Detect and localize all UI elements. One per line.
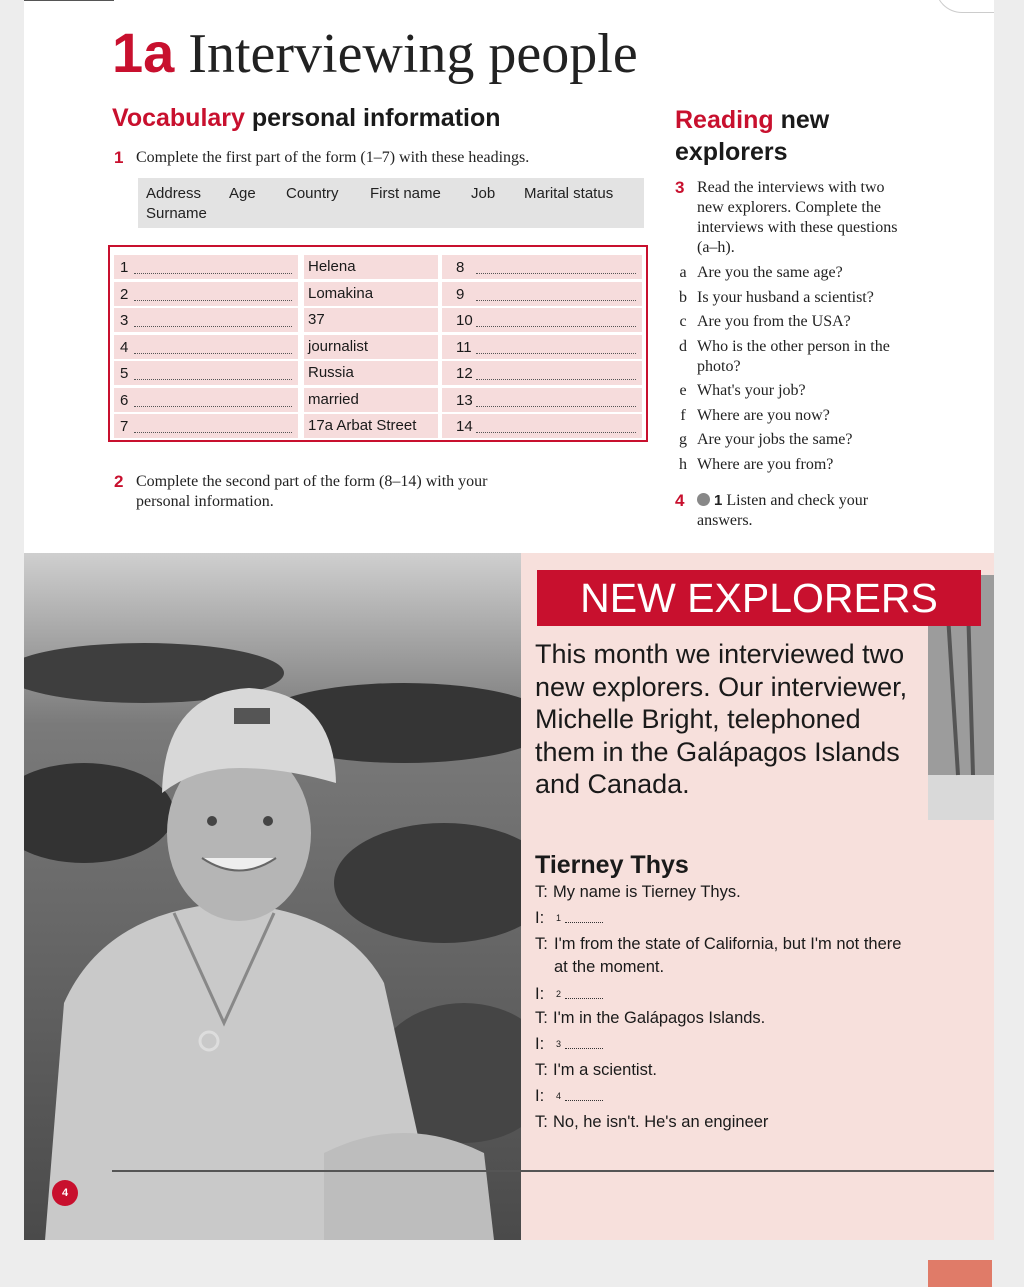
next-page-tab [928, 1260, 992, 1287]
dialogue-text: My name is Tierney Thys. [553, 883, 741, 901]
unit-number: 1a [112, 21, 175, 84]
question-text: Are you from the USA? [697, 313, 851, 330]
dialogue-line [535, 983, 905, 1006]
form-left-number: 5 [120, 365, 129, 382]
question-letter: f [680, 406, 686, 424]
dialogue-line [535, 881, 905, 904]
question-letter: b [679, 288, 687, 306]
form-left-number: 7 [120, 418, 129, 435]
exercise-4-text: Listen and check your answers. [697, 492, 869, 529]
form-row [110, 335, 646, 362]
form-row [110, 308, 646, 335]
question-letter: g [679, 431, 687, 448]
dialogue-line [535, 1085, 905, 1108]
form-value: 17a Arbat Street [304, 414, 438, 438]
form-answer-line[interactable] [134, 432, 292, 433]
form-row [110, 255, 646, 282]
explorer-name-heading: Tierney Thys [535, 851, 689, 879]
form-answer-line[interactable] [476, 406, 636, 407]
form-answer-line[interactable] [134, 406, 292, 407]
form-right-number: 13 [456, 391, 473, 409]
form-answer-line[interactable] [134, 273, 292, 274]
question-text: Who is the other person in the photo? [697, 337, 890, 375]
form-answer-line[interactable] [476, 432, 636, 433]
unit-title-text: Interviewing people [188, 23, 638, 85]
personal-information-form [108, 245, 648, 442]
vocabulary-heading-rest: personal information [251, 104, 501, 132]
headings-box [138, 178, 644, 228]
reading-heading [675, 104, 829, 168]
question-item [675, 381, 935, 401]
exercise-2 [114, 472, 504, 512]
article-banner: NEW EXPLORERS [537, 570, 981, 626]
question-list [675, 263, 935, 479]
speaker-label: I: [535, 1087, 545, 1105]
form-left-number: 3 [120, 312, 129, 329]
speaker-label: T: [535, 883, 548, 901]
speaker-label: T: [535, 1009, 548, 1027]
reading-heading-rest: new [780, 106, 830, 134]
exercise-1 [114, 148, 634, 168]
dialogue-text: I'm in the Galápagos Islands. [553, 1009, 766, 1027]
exercise-3-number: 3 [675, 178, 685, 197]
form-row [110, 414, 646, 441]
question-text: What's your job? [697, 382, 806, 399]
heading-word: Address [146, 185, 202, 202]
heading-word: First name [370, 185, 441, 202]
question-item [675, 288, 935, 308]
gap-number: 2 [556, 989, 562, 999]
question-item [675, 337, 935, 377]
form-answer-line[interactable] [476, 353, 636, 354]
question-letter: c [679, 313, 687, 330]
question-item [675, 406, 935, 426]
reading-heading-colored: Reading [675, 106, 774, 134]
form-value: married [304, 388, 438, 412]
dialogue-text: No, he isn't. He's an engineer [553, 1113, 769, 1131]
form-right-number: 9 [456, 285, 465, 303]
heading-word: Country [286, 185, 339, 202]
question-text: Is your husband a scientist? [697, 288, 874, 306]
dialogue-text: I'm from the state of California, but I'm not there at the moment. [554, 935, 902, 976]
exercise-2-text: Complete the second part of the form (8–14) with your personal information. [136, 473, 488, 510]
form-answer-line[interactable] [476, 273, 636, 274]
question-letter: h [679, 455, 687, 473]
form-value: Helena [304, 255, 438, 279]
speaker-label: I: [535, 909, 545, 927]
footer-rule [112, 1170, 994, 1172]
heading-word: Marital status [524, 185, 614, 202]
page-number: 4 [52, 1180, 78, 1206]
form-left-number: 4 [120, 338, 129, 356]
reading-heading-rest: explorers [675, 138, 788, 166]
form-left-number: 6 [120, 391, 129, 409]
speaker-label: I: [535, 1035, 545, 1053]
form-right-number: 12 [456, 365, 473, 382]
dialogue-text: I'm a scientist. [553, 1061, 658, 1079]
audio-icon[interactable] [697, 493, 710, 506]
form-answer-line[interactable] [134, 326, 292, 327]
exercise-4 [675, 491, 915, 531]
vocabulary-heading [112, 104, 501, 133]
answer-gap[interactable] [565, 998, 603, 999]
answer-gap[interactable] [565, 922, 603, 923]
form-row [110, 361, 646, 388]
form-value: 37 [304, 308, 438, 332]
dialogue-line [535, 1033, 905, 1056]
speaker-label: I: [535, 985, 545, 1003]
dialogue-line [535, 1111, 905, 1134]
form-right-number: 8 [456, 259, 465, 276]
exercise-2-number: 2 [114, 472, 124, 491]
answer-gap[interactable] [565, 1048, 603, 1049]
dialogue-line [535, 933, 905, 979]
question-text: Where are you now? [697, 406, 830, 424]
question-item [675, 455, 935, 475]
form-answer-line[interactable] [476, 326, 636, 327]
question-letter: a [679, 264, 687, 281]
heading-word: Surname [146, 205, 207, 222]
answer-gap[interactable] [565, 1100, 603, 1101]
form-row [110, 282, 646, 309]
top-rule [24, 0, 114, 1]
heading-word: Job [471, 185, 496, 202]
form-right-number: 14 [456, 418, 473, 435]
exercise-4-number: 4 [675, 491, 685, 510]
explorer-photo [24, 553, 521, 1240]
form-answer-line[interactable] [476, 379, 636, 380]
form-answer-line[interactable] [134, 379, 292, 380]
dialogue-line [535, 1007, 905, 1030]
gap-number: 3 [556, 1039, 562, 1049]
speaker-label: T: [535, 1061, 548, 1079]
dialogue-line [535, 1059, 905, 1082]
form-row [110, 388, 646, 415]
exercise-1-number: 1 [114, 148, 124, 167]
speaker-label: T: [535, 1113, 548, 1131]
explorer-photo-graphic [24, 553, 521, 1240]
form-answer-line[interactable] [134, 300, 292, 301]
textbook-page [24, 0, 994, 1240]
vocabulary-heading-colored: Vocabulary [112, 104, 245, 132]
question-item [675, 430, 935, 450]
dialogue-line [535, 907, 905, 930]
question-letter: e [679, 382, 687, 399]
question-item [675, 312, 935, 332]
form-value: Russia [304, 361, 438, 385]
form-value: journalist [304, 335, 438, 359]
form-answer-line[interactable] [134, 353, 292, 354]
speaker-label: T: [535, 935, 548, 953]
gap-number: 4 [556, 1091, 562, 1101]
question-item [675, 263, 935, 283]
form-right-number: 11 [456, 338, 472, 356]
question-letter: d [679, 337, 687, 355]
form-value: Lomakina [304, 282, 438, 306]
gap-number: 1 [556, 913, 562, 923]
heading-word: Age [229, 185, 256, 202]
form-right-number: 10 [456, 312, 473, 329]
exercise-3 [675, 178, 915, 258]
question-text: Where are you from? [697, 455, 834, 473]
page-corner-curl [935, 0, 994, 13]
question-text: Are you the same age? [697, 264, 843, 281]
exercise-3-text: Read the interviews with two new explorers. Complete the interviews with these questions (a–h). [697, 179, 898, 256]
question-text: Are your jobs the same? [697, 431, 853, 448]
exercise-1-text: Complete the first part of the form (1–7) with these headings. [136, 149, 530, 166]
audio-track-number: 1 [714, 492, 723, 509]
unit-title [112, 20, 638, 86]
form-left-number: 1 [120, 259, 129, 276]
article-intro: This month we interviewed two new explorers. Our interviewer, Michelle Bright, telephoned them in the Galápagos Islands and Canada. [535, 639, 908, 800]
form-answer-line[interactable] [476, 300, 636, 301]
form-left-number: 2 [120, 285, 129, 303]
